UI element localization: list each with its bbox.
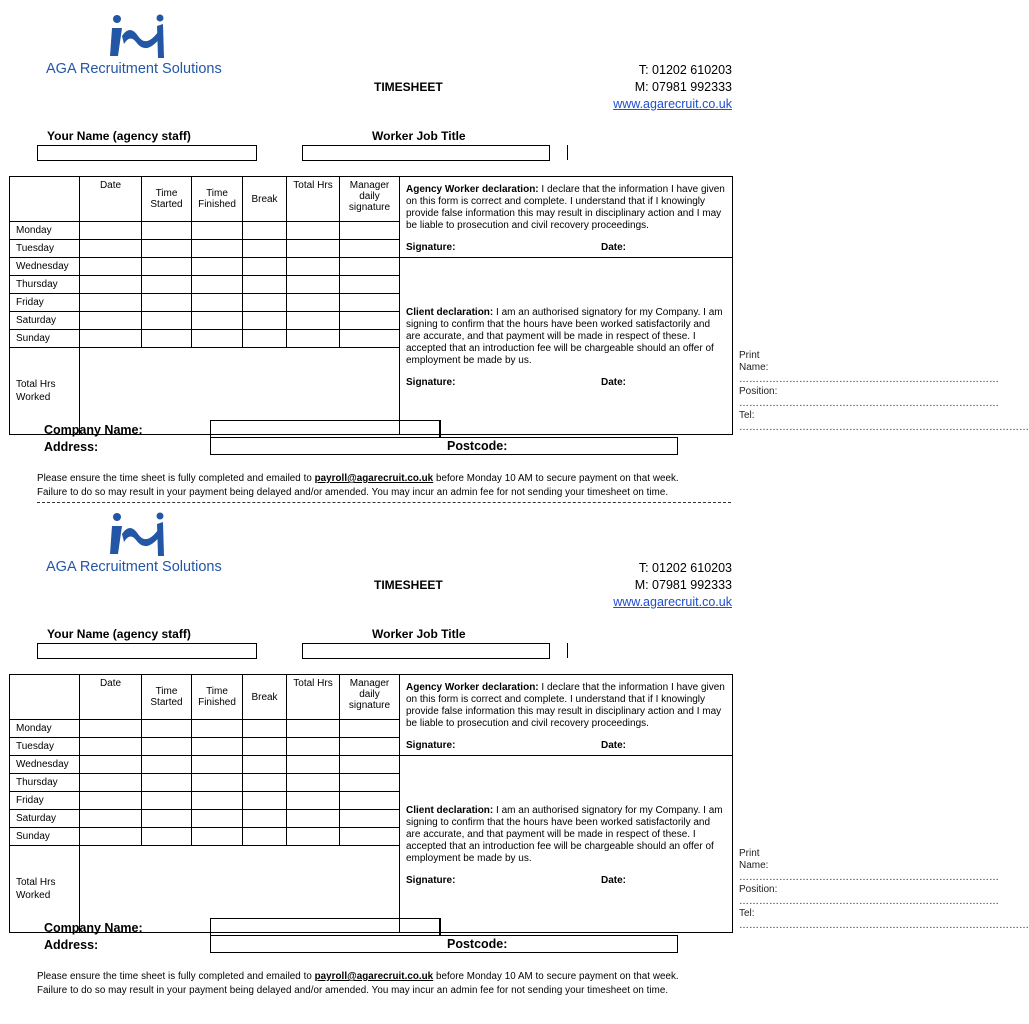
hours-entry-cell[interactable]: [192, 810, 243, 828]
signature-label: Signature:: [406, 376, 456, 388]
hours-entry-cell[interactable]: [142, 276, 192, 294]
col-time-started: Time Started: [142, 675, 192, 720]
hours-entry-cell[interactable]: [287, 312, 340, 330]
hours-entry-cell[interactable]: [192, 222, 243, 240]
hours-entry-cell[interactable]: [80, 792, 142, 810]
company-name: AGA Recruitment Solutions: [46, 61, 222, 77]
hours-entry-cell[interactable]: [340, 276, 400, 294]
website-link[interactable]: www.agarecruit.co.uk: [613, 595, 732, 609]
client-signature-line: [406, 875, 726, 887]
hours-entry-cell[interactable]: [340, 240, 400, 258]
company-name-label: Company Name:: [44, 921, 143, 935]
hours-entry-cell[interactable]: [192, 828, 243, 846]
hours-entry-cell[interactable]: [80, 294, 142, 312]
hours-entry-cell[interactable]: [243, 240, 287, 258]
hours-entry-cell[interactable]: [192, 240, 243, 258]
day-label: Sunday: [10, 330, 80, 348]
client-decl-text: I am an authorised signatory for my Company. I am signing to confirm that the hours have been worked satisfactorily and are accurate, and that payment will be made in respect of these. I accepted that an introduction fee will be chargeable should an offer of employment be made by us.: [406, 306, 723, 366]
col-date: Date: [80, 675, 142, 720]
hours-entry-cell[interactable]: [142, 222, 192, 240]
day-label: Friday: [10, 294, 80, 312]
hours-entry-cell[interactable]: [287, 792, 340, 810]
date-label: Date:: [600, 241, 626, 253]
cursor-mark: [567, 145, 568, 160]
hours-entry-cell[interactable]: [287, 240, 340, 258]
hours-entry-cell[interactable]: [287, 276, 340, 294]
hours-entry-cell[interactable]: [287, 828, 340, 846]
hours-entry-cell[interactable]: [340, 756, 400, 774]
hours-entry-cell[interactable]: [192, 738, 243, 756]
job-title-input[interactable]: [302, 643, 550, 659]
hours-entry-cell[interactable]: [142, 738, 192, 756]
day-label: Sunday: [10, 828, 80, 846]
hours-entry-cell[interactable]: [340, 774, 400, 792]
client-declaration: [400, 756, 733, 933]
hours-entry-cell[interactable]: [287, 774, 340, 792]
hours-entry-cell[interactable]: [142, 294, 192, 312]
contact-block: [613, 560, 732, 611]
job-title-input[interactable]: [302, 145, 550, 161]
day-label: Saturday: [10, 312, 80, 330]
agency-decl-text: I declare that the information I have given on this form is correct and complete. I understand that if I knowingly provide false information this may result in disciplinary action and I may be liable to prosecution and civil recovery proceedings.: [406, 183, 725, 231]
date-label: Date:: [600, 739, 626, 751]
date-label: Date:: [600, 874, 626, 886]
hours-entry-cell[interactable]: [142, 828, 192, 846]
client-signature-line: [406, 377, 726, 389]
col-date: Date: [80, 177, 142, 222]
signature-label: Signature:: [406, 739, 456, 751]
address-input[interactable]: [210, 935, 678, 953]
hours-table: [9, 176, 1029, 435]
client-decl-title: Client declaration:: [406, 804, 494, 816]
col-time-finished: Time Finished: [192, 177, 243, 222]
name-label: Your Name (agency staff): [47, 627, 191, 641]
payroll-email-link[interactable]: payroll@agarecruit.co.uk: [314, 971, 434, 982]
hours-entry-cell[interactable]: [80, 774, 142, 792]
hours-entry-cell[interactable]: [80, 720, 142, 738]
hours-entry-cell[interactable]: [340, 828, 400, 846]
agency-decl-text: I declare that the information I have given on this form is correct and complete. I understand that if I knowingly provide false information this may result in disciplinary action and I may be liable to prosecution and civil recovery proceedings.: [406, 681, 725, 729]
company-logo: [46, 14, 236, 80]
hours-entry-cell[interactable]: [287, 738, 340, 756]
total-row: Total Hrs Worked Print Name: …………………………………………………………………… Position: …………………………………………………………………… Tel: ……………………………………………………………………………: [10, 348, 733, 435]
divider: [440, 420, 441, 438]
hours-entry-cell[interactable]: [243, 756, 287, 774]
hours-entry-cell[interactable]: [243, 330, 287, 348]
phone: T: 01202 610203: [638, 63, 732, 77]
hours-entry-cell[interactable]: [192, 330, 243, 348]
submission-note: [37, 472, 679, 500]
agency-signature-line: [406, 242, 726, 254]
hours-entry-cell[interactable]: [243, 258, 287, 276]
timesheet-form: [0, 0, 1029, 498]
note-text: before Monday 10 AM to secure payment on that week.: [433, 971, 679, 982]
hours-entry-cell[interactable]: [287, 756, 340, 774]
col-manager-signature: Manager daily signature: [340, 177, 400, 222]
logo-figures-icon: [108, 512, 166, 558]
day-label: Thursday: [10, 276, 80, 294]
day-label: Wednesday: [10, 756, 80, 774]
hours-entry-cell[interactable]: [243, 294, 287, 312]
agency-decl-title: Agency Worker declaration:: [406, 183, 539, 195]
company-logo: [46, 512, 236, 578]
col-time-started: Time Started: [142, 177, 192, 222]
hours-entry-cell[interactable]: [243, 810, 287, 828]
total-label: Total Hrs Worked: [10, 348, 80, 435]
hours-entry-cell[interactable]: [243, 792, 287, 810]
job-title-label: Worker Job Title: [372, 627, 466, 641]
hours-entry-cell[interactable]: [142, 240, 192, 258]
hours-entry-cell[interactable]: [80, 276, 142, 294]
hours-entry-cell[interactable]: [243, 312, 287, 330]
day-label: Monday: [10, 222, 80, 240]
hours-entry-cell[interactable]: [142, 258, 192, 276]
note-line-2: Failure to do so may result in your payment being delayed and/or amended. You may incur an admin fee for not sending your timesheet on time.: [37, 985, 669, 996]
company-labels: [44, 422, 143, 456]
name-label: Your Name (agency staff): [47, 129, 191, 143]
agency-declaration: [400, 675, 733, 756]
hours-entry-cell[interactable]: [340, 312, 400, 330]
corner-cell: [10, 675, 80, 720]
day-label: Friday: [10, 792, 80, 810]
hours-entry-cell[interactable]: [80, 330, 142, 348]
cursor-mark: [567, 643, 568, 658]
signature-label: Signature:: [406, 874, 456, 886]
timesheet-form: [0, 498, 1029, 996]
hours-entry-cell[interactable]: [340, 258, 400, 276]
hours-entry-cell[interactable]: [192, 756, 243, 774]
hours-entry-cell[interactable]: [287, 222, 340, 240]
hours-entry-cell[interactable]: [243, 720, 287, 738]
hours-entry-cell[interactable]: [192, 792, 243, 810]
note-text: Please ensure the time sheet is fully completed and emailed to: [37, 473, 315, 484]
hours-entry-cell[interactable]: [243, 222, 287, 240]
hours-entry-cell[interactable]: [243, 774, 287, 792]
postcode-label: Postcode:: [447, 937, 508, 951]
name-input[interactable]: [37, 145, 257, 161]
sheet-title: TIMESHEET: [374, 80, 443, 94]
hours-entry-cell[interactable]: [80, 222, 142, 240]
hours-entry-cell[interactable]: [142, 774, 192, 792]
address-label: Address:: [44, 938, 99, 952]
day-label: Monday: [10, 720, 80, 738]
total-row: Total Hrs Worked Print Name: …………………………………………………………………… Position: …………………………………………………………………… Tel: ……………………………………………………………………………: [10, 846, 733, 933]
hours-entry-cell[interactable]: [287, 294, 340, 312]
divider: [440, 918, 441, 936]
hours-entry-cell[interactable]: [80, 312, 142, 330]
hours-entry-cell[interactable]: [192, 276, 243, 294]
hours-table: [9, 674, 1029, 933]
total-label: Total Hrs Worked: [10, 846, 80, 933]
client-declaration: [400, 258, 733, 435]
name-input[interactable]: [37, 643, 257, 659]
hours-entry-cell[interactable]: [192, 258, 243, 276]
company-name-input[interactable]: [210, 420, 440, 438]
hours-entry-cell[interactable]: [340, 738, 400, 756]
hours-entry-cell[interactable]: [142, 312, 192, 330]
website-link[interactable]: www.agarecruit.co.uk: [613, 97, 732, 111]
agency-decl-title: Agency Worker declaration:: [406, 681, 539, 693]
postcode-label: Postcode:: [447, 439, 508, 453]
company-name: AGA Recruitment Solutions: [46, 559, 222, 575]
hours-entry-cell[interactable]: [340, 294, 400, 312]
hours-entry-cell[interactable]: [142, 810, 192, 828]
company-labels: [44, 920, 143, 954]
hours-entry-cell[interactable]: [243, 276, 287, 294]
hours-entry-cell[interactable]: [142, 720, 192, 738]
hours-entry-cell[interactable]: [243, 738, 287, 756]
col-time-finished: Time Finished: [192, 675, 243, 720]
hours-entry-cell[interactable]: [340, 720, 400, 738]
hours-entry-cell[interactable]: [80, 258, 142, 276]
col-total-hrs: Total Hrs: [287, 675, 340, 720]
hours-entry-cell[interactable]: [80, 828, 142, 846]
address-input[interactable]: [210, 437, 678, 455]
hours-entry-cell[interactable]: [340, 222, 400, 240]
note-line-1: [37, 472, 679, 486]
hours-entry-cell[interactable]: [142, 330, 192, 348]
phone: T: 01202 610203: [638, 561, 732, 575]
client-decl-title: Client declaration:: [406, 306, 494, 318]
hours-entry-cell[interactable]: [192, 720, 243, 738]
hours-entry-cell[interactable]: [80, 738, 142, 756]
payroll-email-link[interactable]: payroll@agarecruit.co.uk: [314, 473, 434, 484]
hours-entry-cell[interactable]: [340, 792, 400, 810]
hours-entry-cell[interactable]: [142, 792, 192, 810]
day-row: [10, 258, 733, 276]
hours-entry-cell[interactable]: [243, 828, 287, 846]
client-decl-text: I am an authorised signatory for my Company. I am signing to confirm that the hours have been worked satisfactorily and are accurate, and that payment will be made in respect of these. I accepted that an introduction fee will be chargeable should an offer of employment be made by us.: [406, 804, 723, 864]
agency-signature-line: [406, 740, 726, 752]
day-label: Saturday: [10, 810, 80, 828]
hours-entry-cell[interactable]: [340, 330, 400, 348]
sheet-title: TIMESHEET: [374, 578, 443, 592]
hours-entry-cell[interactable]: [192, 774, 243, 792]
hours-entry-cell[interactable]: [340, 810, 400, 828]
note-line-1: [37, 970, 679, 984]
mobile: M: 07981 992333: [634, 578, 732, 592]
contact-block: [613, 62, 732, 113]
company-name-label: Company Name:: [44, 423, 143, 437]
note-text: Please ensure the time sheet is fully completed and emailed to: [37, 971, 315, 982]
corner-cell: [10, 177, 80, 222]
day-label: Thursday: [10, 774, 80, 792]
agency-declaration: [400, 177, 733, 258]
day-label: Tuesday: [10, 240, 80, 258]
hours-entry-cell[interactable]: [80, 810, 142, 828]
note-line-2: Failure to do so may result in your payment being delayed and/or amended. You may incur an admin fee for not sending your timesheet on time.: [37, 487, 669, 498]
hours-entry-cell[interactable]: [287, 330, 340, 348]
logo-figures-icon: [108, 14, 166, 60]
signature-label: Signature:: [406, 241, 456, 253]
hours-entry-cell[interactable]: [80, 240, 142, 258]
col-break: Break: [243, 675, 287, 720]
hours-entry-cell[interactable]: [80, 756, 142, 774]
hours-entry-cell[interactable]: [142, 756, 192, 774]
col-break: Break: [243, 177, 287, 222]
address-label: Address:: [44, 440, 99, 454]
date-label: Date:: [600, 376, 626, 388]
day-row: [10, 756, 733, 774]
submission-note: [37, 970, 679, 998]
company-name-input[interactable]: [210, 918, 440, 936]
hours-entry-cell[interactable]: [287, 720, 340, 738]
job-title-label: Worker Job Title: [372, 129, 466, 143]
hours-entry-cell[interactable]: [192, 312, 243, 330]
hours-entry-cell[interactable]: [287, 258, 340, 276]
mobile: M: 07981 992333: [634, 80, 732, 94]
col-total-hrs: Total Hrs: [287, 177, 340, 222]
hours-entry-cell[interactable]: [287, 810, 340, 828]
day-label: Wednesday: [10, 258, 80, 276]
day-label: Tuesday: [10, 738, 80, 756]
col-manager-signature: Manager daily signature: [340, 675, 400, 720]
hours-entry-cell[interactable]: [192, 294, 243, 312]
note-text: before Monday 10 AM to secure payment on that week.: [433, 473, 679, 484]
